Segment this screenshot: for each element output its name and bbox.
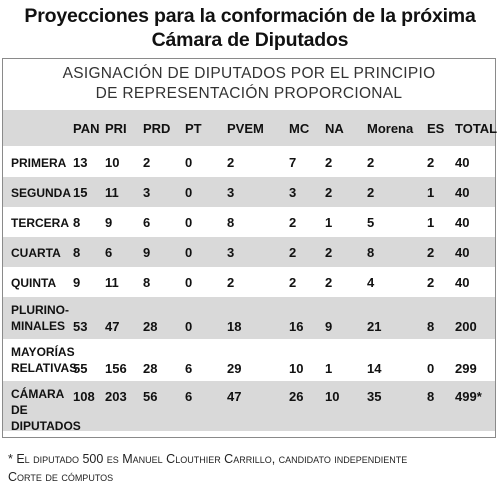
footnote (8, 450, 498, 486)
table-row (3, 147, 495, 177)
table-cell-pvem: 29 (227, 361, 242, 376)
table-cell-mc: 3 (289, 185, 297, 200)
table-cell-morena: 21 (367, 319, 382, 334)
table-cell-na: 1 (325, 215, 333, 230)
table-cell-prd: 9 (143, 245, 151, 260)
table-cell-pt: 0 (185, 185, 193, 200)
table-cell-na: 9 (325, 319, 333, 334)
results-table (2, 58, 496, 438)
table-cell-prd: 56 (143, 389, 158, 404)
table-cell-es: 1 (427, 185, 435, 200)
column-header-mc: MC (289, 121, 310, 136)
row-label-line: MAYORÍAS (11, 345, 75, 359)
table-row (3, 297, 495, 339)
row-label (11, 155, 66, 171)
table-row (3, 339, 495, 381)
row-label-line: CUARTA (11, 246, 61, 260)
table-cell-pt: 0 (185, 275, 193, 290)
table-cell-prd: 6 (143, 215, 151, 230)
row-label-line: PLURINO- (11, 303, 69, 317)
column-header-pt: PT (185, 121, 202, 136)
table-cell-pan: 53 (73, 319, 88, 334)
table-cell-morena: 5 (367, 215, 375, 230)
table-cell-pt: 0 (185, 215, 193, 230)
row-label-line: CÁMARA (11, 387, 65, 401)
table-cell-es: 2 (427, 245, 435, 260)
footnote-line-1: * El diputado 500 es Manuel Clouthier Carrillo, candidato independiente (8, 452, 408, 466)
table-cell-pan: 8 (73, 245, 81, 260)
table-cell-pvem: 2 (227, 275, 235, 290)
table-cell-pvem: 3 (227, 245, 235, 260)
table-cell-pan: 55 (73, 361, 88, 376)
column-header-pvem: PVEM (227, 121, 264, 136)
column-header-row (3, 110, 498, 146)
table-cell-pvem: 2 (227, 155, 235, 170)
column-header-prd: PRD (143, 121, 171, 136)
subtitle-line-2: DE REPRESENTACIÓN PROPORCIONAL (95, 85, 403, 102)
table-cell-na: 2 (325, 185, 333, 200)
column-header-pri: PRI (105, 121, 127, 136)
table-cell-na: 2 (325, 275, 333, 290)
table-cell-es: 8 (427, 319, 435, 334)
row-label-line: DIPUTADOS (11, 419, 81, 433)
title-line-1: Proyecciones para la conformación de la próxima (24, 5, 476, 27)
table-cell-pri: 156 (105, 361, 127, 376)
row-label-line: TERCERA (11, 216, 70, 230)
row-label (11, 275, 56, 291)
table-header (3, 59, 495, 109)
row-label (11, 215, 69, 231)
table-cell-es: 0 (427, 361, 435, 376)
table-cell-es: 2 (427, 275, 435, 290)
row-label (11, 302, 69, 334)
table-row (3, 177, 495, 207)
column-header-total: TOTAL (455, 121, 498, 136)
row-label (11, 185, 71, 201)
table-cell-pan: 9 (73, 275, 81, 290)
table-cell-pvem: 8 (227, 215, 235, 230)
table-cell-pan: 108 (73, 389, 95, 404)
table-row (3, 207, 495, 237)
table-cell-mc: 10 (289, 361, 304, 376)
table-cell-total: 200 (455, 319, 477, 334)
table-cell-total: 40 (455, 275, 470, 290)
table-cell-pt: 0 (185, 155, 193, 170)
row-label (11, 344, 77, 376)
row-label (11, 245, 61, 261)
row-label (11, 386, 81, 434)
table-cell-morena: 14 (367, 361, 382, 376)
table-row (3, 237, 495, 267)
table-cell-mc: 2 (289, 245, 297, 260)
table-cell-pri: 6 (105, 245, 113, 260)
table-cell-mc: 7 (289, 155, 297, 170)
table-cell-total: 499* (455, 389, 482, 404)
table-cell-na: 10 (325, 389, 340, 404)
footnote-line-2: Corte de cómputos (8, 470, 114, 484)
table-cell-pt: 0 (185, 319, 193, 334)
table-cell-total: 40 (455, 245, 470, 260)
table-cell-total: 40 (455, 155, 470, 170)
row-label-line: SEGUNDA (11, 186, 72, 200)
table-row (3, 381, 495, 431)
table-cell-pri: 203 (105, 389, 127, 404)
table-cell-mc: 2 (289, 215, 297, 230)
table-cell-pvem: 3 (227, 185, 235, 200)
table-cell-na: 1 (325, 361, 333, 376)
table-cell-morena: 2 (367, 185, 375, 200)
table-cell-pri: 47 (105, 319, 120, 334)
table-cell-pvem: 47 (227, 389, 242, 404)
table-cell-pri: 10 (105, 155, 120, 170)
table-row (3, 267, 495, 297)
row-label-line: DE (11, 403, 28, 417)
table-cell-prd: 28 (143, 319, 158, 334)
table-cell-pan: 13 (73, 155, 88, 170)
table-cell-pri: 9 (105, 215, 113, 230)
title-line-2: Cámara de Diputados (151, 29, 349, 51)
table-cell-prd: 2 (143, 155, 151, 170)
table-cell-morena: 35 (367, 389, 382, 404)
table-cell-na: 2 (325, 245, 333, 260)
table-cell-prd: 3 (143, 185, 151, 200)
table-cell-prd: 28 (143, 361, 158, 376)
table-cell-prd: 8 (143, 275, 151, 290)
table-cell-total: 299 (455, 361, 477, 376)
table-cell-pvem: 18 (227, 319, 242, 334)
table-cell-mc: 26 (289, 389, 304, 404)
table-cell-total: 40 (455, 185, 470, 200)
table-cell-es: 2 (427, 155, 435, 170)
row-label-line: RELATIVAS (11, 361, 78, 375)
table-cell-pan: 15 (73, 185, 88, 200)
page-title (0, 4, 500, 52)
table-cell-morena: 8 (367, 245, 375, 260)
row-label-line: PRIMERA (11, 156, 67, 170)
column-header-morena: Morena (367, 121, 414, 136)
subtitle-line-1: ASIGNACIÓN DE DIPUTADOS POR EL PRINCIPIO (62, 65, 436, 82)
row-label-line: MINALES (11, 319, 65, 333)
table-cell-pt: 6 (185, 361, 193, 376)
table-cell-es: 1 (427, 215, 435, 230)
table-cell-es: 8 (427, 389, 435, 404)
table-cell-mc: 16 (289, 319, 304, 334)
column-header-na: NA (325, 121, 344, 136)
table-cell-pt: 0 (185, 245, 193, 260)
table-cell-morena: 2 (367, 155, 375, 170)
table-cell-pt: 6 (185, 389, 193, 404)
table-cell-na: 2 (325, 155, 333, 170)
column-header-es: ES (427, 121, 445, 136)
table-cell-morena: 4 (367, 275, 375, 290)
table-cell-mc: 2 (289, 275, 297, 290)
row-label-line: QUINTA (11, 276, 57, 290)
table-cell-pan: 8 (73, 215, 81, 230)
table-cell-pri: 11 (105, 275, 119, 290)
table-cell-total: 40 (455, 215, 470, 230)
column-header-pan: PAN (73, 121, 100, 136)
table-cell-pri: 11 (105, 185, 119, 200)
